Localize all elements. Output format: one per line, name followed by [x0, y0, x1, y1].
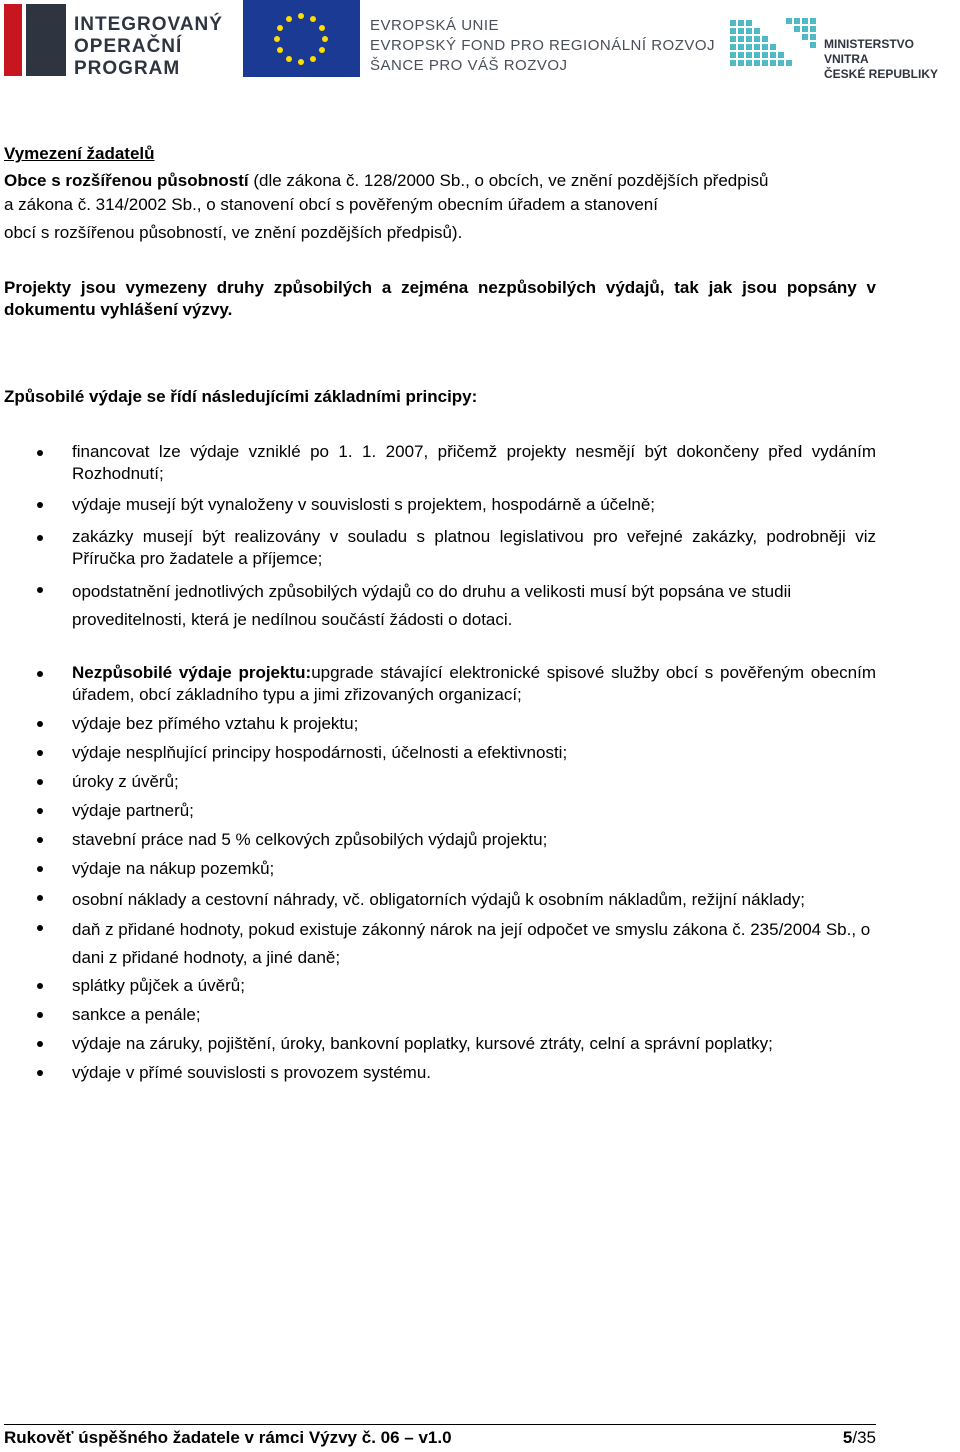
ministry-dots-icon [728, 10, 818, 76]
list-item: sankce a penále; [4, 1003, 876, 1027]
section-applicants [4, 142, 876, 245]
list-item: výdaje nesplňující principy hospodárnosti, účelnosti a efektivnosti; [4, 741, 876, 765]
ministry-logo-text [824, 37, 960, 82]
ineligible-first-text: upgrade stávající elektronické spisové služby obcí s pověřeným obecním úřadem, obcí základního typu a jimi zřizovaných organizací; [72, 663, 876, 704]
applicants-line-1 [4, 169, 876, 193]
eu-logo-text [370, 16, 715, 76]
ministry-line-2: ČESKÉ REPUBLIKY [824, 67, 939, 81]
eligible-principles-list [4, 441, 876, 634]
applicants-line-3: obcí s rozšířenou působností, ve znění pozdějších předpisů). [4, 223, 463, 242]
ineligible-expenses-list [4, 662, 876, 1085]
page-number-total: /35 [852, 1428, 876, 1447]
applicants-line-2: a zákona č. 314/2002 Sb., o stanovení obcí s pověřeným obecním úřadem a stanovení [4, 195, 658, 214]
iop-logo-text [74, 14, 223, 80]
eu-line-2: EVROPSKÝ FOND PRO REGIONÁLNÍ ROZVOJ [370, 37, 716, 54]
footer-title: Rukověť úspěšného žadatele v rámci Výzvy č. 06 – v1.0 [4, 1428, 452, 1447]
list-item: opodstatnění jednotlivých způsobilých výdajů co do druhu a velikosti musí být popsána ve studii proveditelnosti, která je nedílnou součástí žádosti o dotaci. [4, 578, 876, 634]
list-item: výdaje musejí být vynaloženy v souvislosti s projektem, hospodárně a účelně; [4, 493, 876, 517]
list-item: stavební práce nad 5 % celkových způsobilých výdajů projektu; [4, 828, 876, 852]
iop-logo [4, 4, 223, 79]
list-item: úroky z úvěrů; [4, 770, 876, 794]
iop-line-1: INTEGROVANÝ [74, 14, 223, 35]
iop-logo-red-bar [4, 4, 22, 76]
list-item: zakázky musejí být realizovány v souladu s platnou legislativou pro veřejné zakázky, podrobněji viz Příručka pro žadatele a příjemce; [4, 526, 876, 570]
list-item: splátky půjček a úvěrů; [4, 974, 876, 998]
list-item: výdaje partnerů; [4, 799, 876, 823]
projects-definition-text: Projekty jsou vymezeny druhy způsobilých a zejména nezpůsobilých výdajů, tak jak jsou popsány v dokumentu vyhlášení výzvy. [4, 278, 876, 319]
section-title-applicants: Vymezení žadatelů [4, 144, 155, 163]
list-item: výdaje na nákup pozemků; [4, 857, 876, 881]
page-footer [4, 1428, 876, 1452]
list-item: výdaje v přímé souvislosti s provozem systému. [4, 1061, 876, 1085]
list-item: osobní náklady a cestovní náhrady, vč. obligatorních výdajů k osobním nákladům, režijní náklady; [4, 886, 876, 914]
page-number-current: 5 [842, 1428, 853, 1447]
list-item: výdaje bez přímého vztahu k projektu; [4, 712, 876, 736]
ministry-logo-icon [728, 10, 818, 76]
eu-flag-icon [243, 0, 360, 77]
page-header [0, 0, 960, 80]
list-item: financovat lze výdaje vzniklé po 1. 1. 2007, přičemž projekty nesmějí být dokončeny před vydáním Rozhodnutí; [4, 441, 876, 485]
list-item [4, 662, 876, 706]
page-number [843, 1428, 876, 1448]
eligible-expenses-heading: Způsobilé výdaje se řídí následujícími základními principy: [4, 387, 478, 406]
iop-line-2: OPERAČNÍ [74, 36, 183, 57]
iop-line-3: PROGRAM [74, 58, 181, 79]
applicants-lead-rest: (dle zákona č. 128/2000 Sb., o obcích, ve znění pozdějších předpisů [248, 171, 769, 190]
iop-logo-dark-bar [26, 4, 66, 76]
document-body [4, 142, 876, 1085]
footer-divider [4, 1424, 876, 1425]
list-item: výdaje na záruky, pojištění, úroky, bankovní poplatky, kursové ztráty, celní a správní poplatky; [4, 1032, 876, 1056]
list-item: daň z přidané hodnoty, pokud existuje zákonný nárok na její odpočet ve smyslu zákona č. 235/2004 Sb., o dani z přidané hodnoty, a jiné daně; [4, 916, 876, 972]
ineligible-heading: Nezpůsobilé výdaje projektu: [72, 663, 312, 682]
eu-stars-icon [243, 0, 360, 77]
applicants-lead-bold: Obce s rozšířenou působností [4, 171, 249, 190]
ministry-line-1: MINISTERSTVO VNITRA [824, 37, 915, 66]
eu-line-3: ŠANCE PRO VÁŠ ROZVOJ [370, 57, 568, 74]
eu-line-1: EVROPSKÁ UNIE [370, 17, 500, 34]
